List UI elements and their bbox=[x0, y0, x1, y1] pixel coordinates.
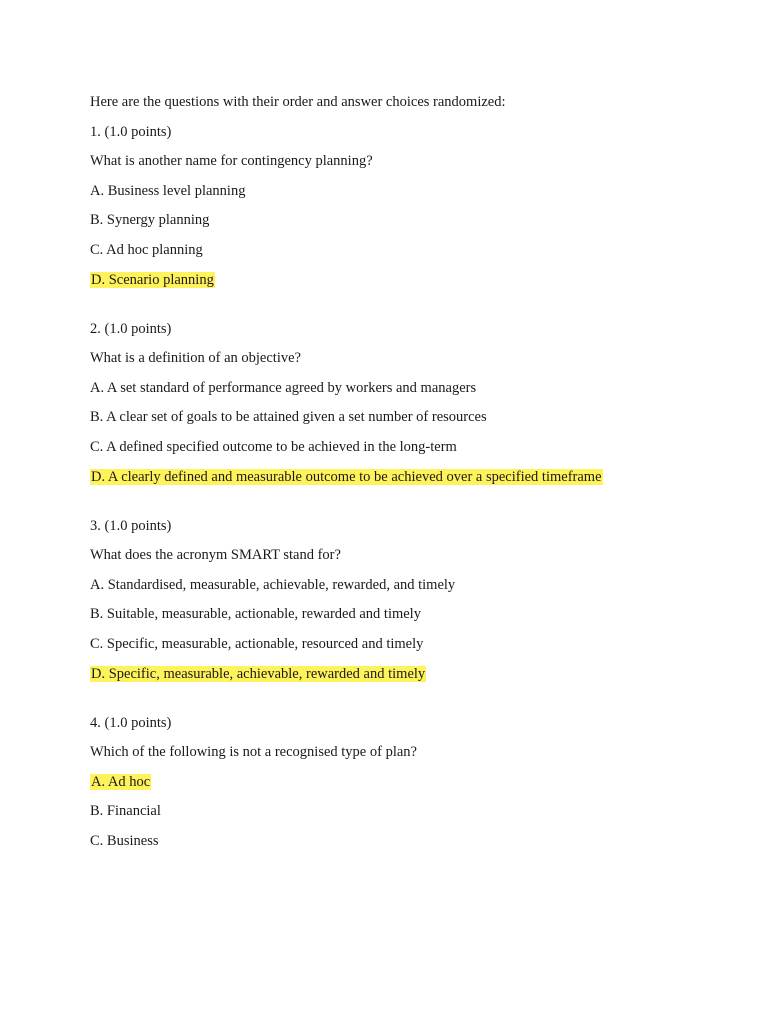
question-prompt: Which of the following is not a recognised type of plan? bbox=[90, 744, 417, 761]
question-prompt: What is another name for contingency planning? bbox=[90, 153, 373, 170]
answer-option-text: A. Standardised, measurable, achievable, rewarded, and timely bbox=[90, 576, 456, 593]
answer-option-text: B. A clear set of goals to be attained given a set number of resources bbox=[90, 409, 487, 426]
question-prompt: What does the acronym SMART stand for? bbox=[90, 547, 341, 564]
answer-option-text: A. A set standard of performance agreed by workers and managers bbox=[90, 379, 477, 396]
question-2 bbox=[90, 319, 730, 487]
question-header: 4. (1.0 points) bbox=[90, 714, 172, 731]
answer-option bbox=[90, 604, 730, 624]
answer-option-correct bbox=[90, 270, 730, 290]
answer-option bbox=[90, 378, 730, 398]
answer-option bbox=[90, 407, 730, 427]
document-page bbox=[90, 92, 730, 880]
answer-option-text: C. Ad hoc planning bbox=[90, 241, 203, 258]
highlighted-answer-text: A. Ad hoc bbox=[91, 773, 151, 790]
intro-text: Here are the questions with their order and answer choices randomized: bbox=[90, 94, 506, 110]
highlighted-answer-text: D. A clearly defined and measurable outcome to be achieved over a specified timeframe bbox=[91, 468, 602, 485]
answer-option bbox=[90, 634, 730, 654]
question-prompt: What is a definition of an objective? bbox=[90, 350, 301, 367]
answer-option-correct bbox=[90, 664, 730, 684]
question-4 bbox=[90, 713, 730, 851]
answer-option bbox=[90, 240, 730, 260]
answer-option-text: C. Specific, measurable, actionable, resourced and timely bbox=[90, 635, 424, 652]
answer-option-correct bbox=[90, 772, 730, 792]
answer-option bbox=[90, 575, 730, 595]
highlighted-answer-text: D. Specific, measurable, achievable, rewarded and timely bbox=[91, 665, 426, 682]
answer-option bbox=[90, 181, 730, 201]
answer-option-text: B. Financial bbox=[90, 803, 161, 820]
question-3 bbox=[90, 516, 730, 684]
answer-option-text: B. Suitable, measurable, actionable, rewarded and timely bbox=[90, 606, 421, 623]
question-header: 3. (1.0 points) bbox=[90, 517, 172, 534]
answer-option bbox=[90, 831, 730, 851]
question-header: 1. (1.0 points) bbox=[90, 123, 172, 140]
question-header: 2. (1.0 points) bbox=[90, 320, 172, 337]
highlighted-answer-text: D. Scenario planning bbox=[91, 271, 214, 288]
answer-option-text: C. A defined specified outcome to be achieved in the long-term bbox=[90, 438, 457, 455]
answer-option-text: C. Business bbox=[90, 832, 159, 849]
question-1 bbox=[90, 122, 730, 290]
answer-option-text: B. Synergy planning bbox=[90, 212, 210, 229]
answer-option bbox=[90, 801, 730, 821]
answer-option bbox=[90, 437, 730, 457]
answer-option-text: A. Business level planning bbox=[90, 182, 246, 199]
answer-option-correct bbox=[90, 467, 730, 487]
answer-option bbox=[90, 210, 730, 230]
